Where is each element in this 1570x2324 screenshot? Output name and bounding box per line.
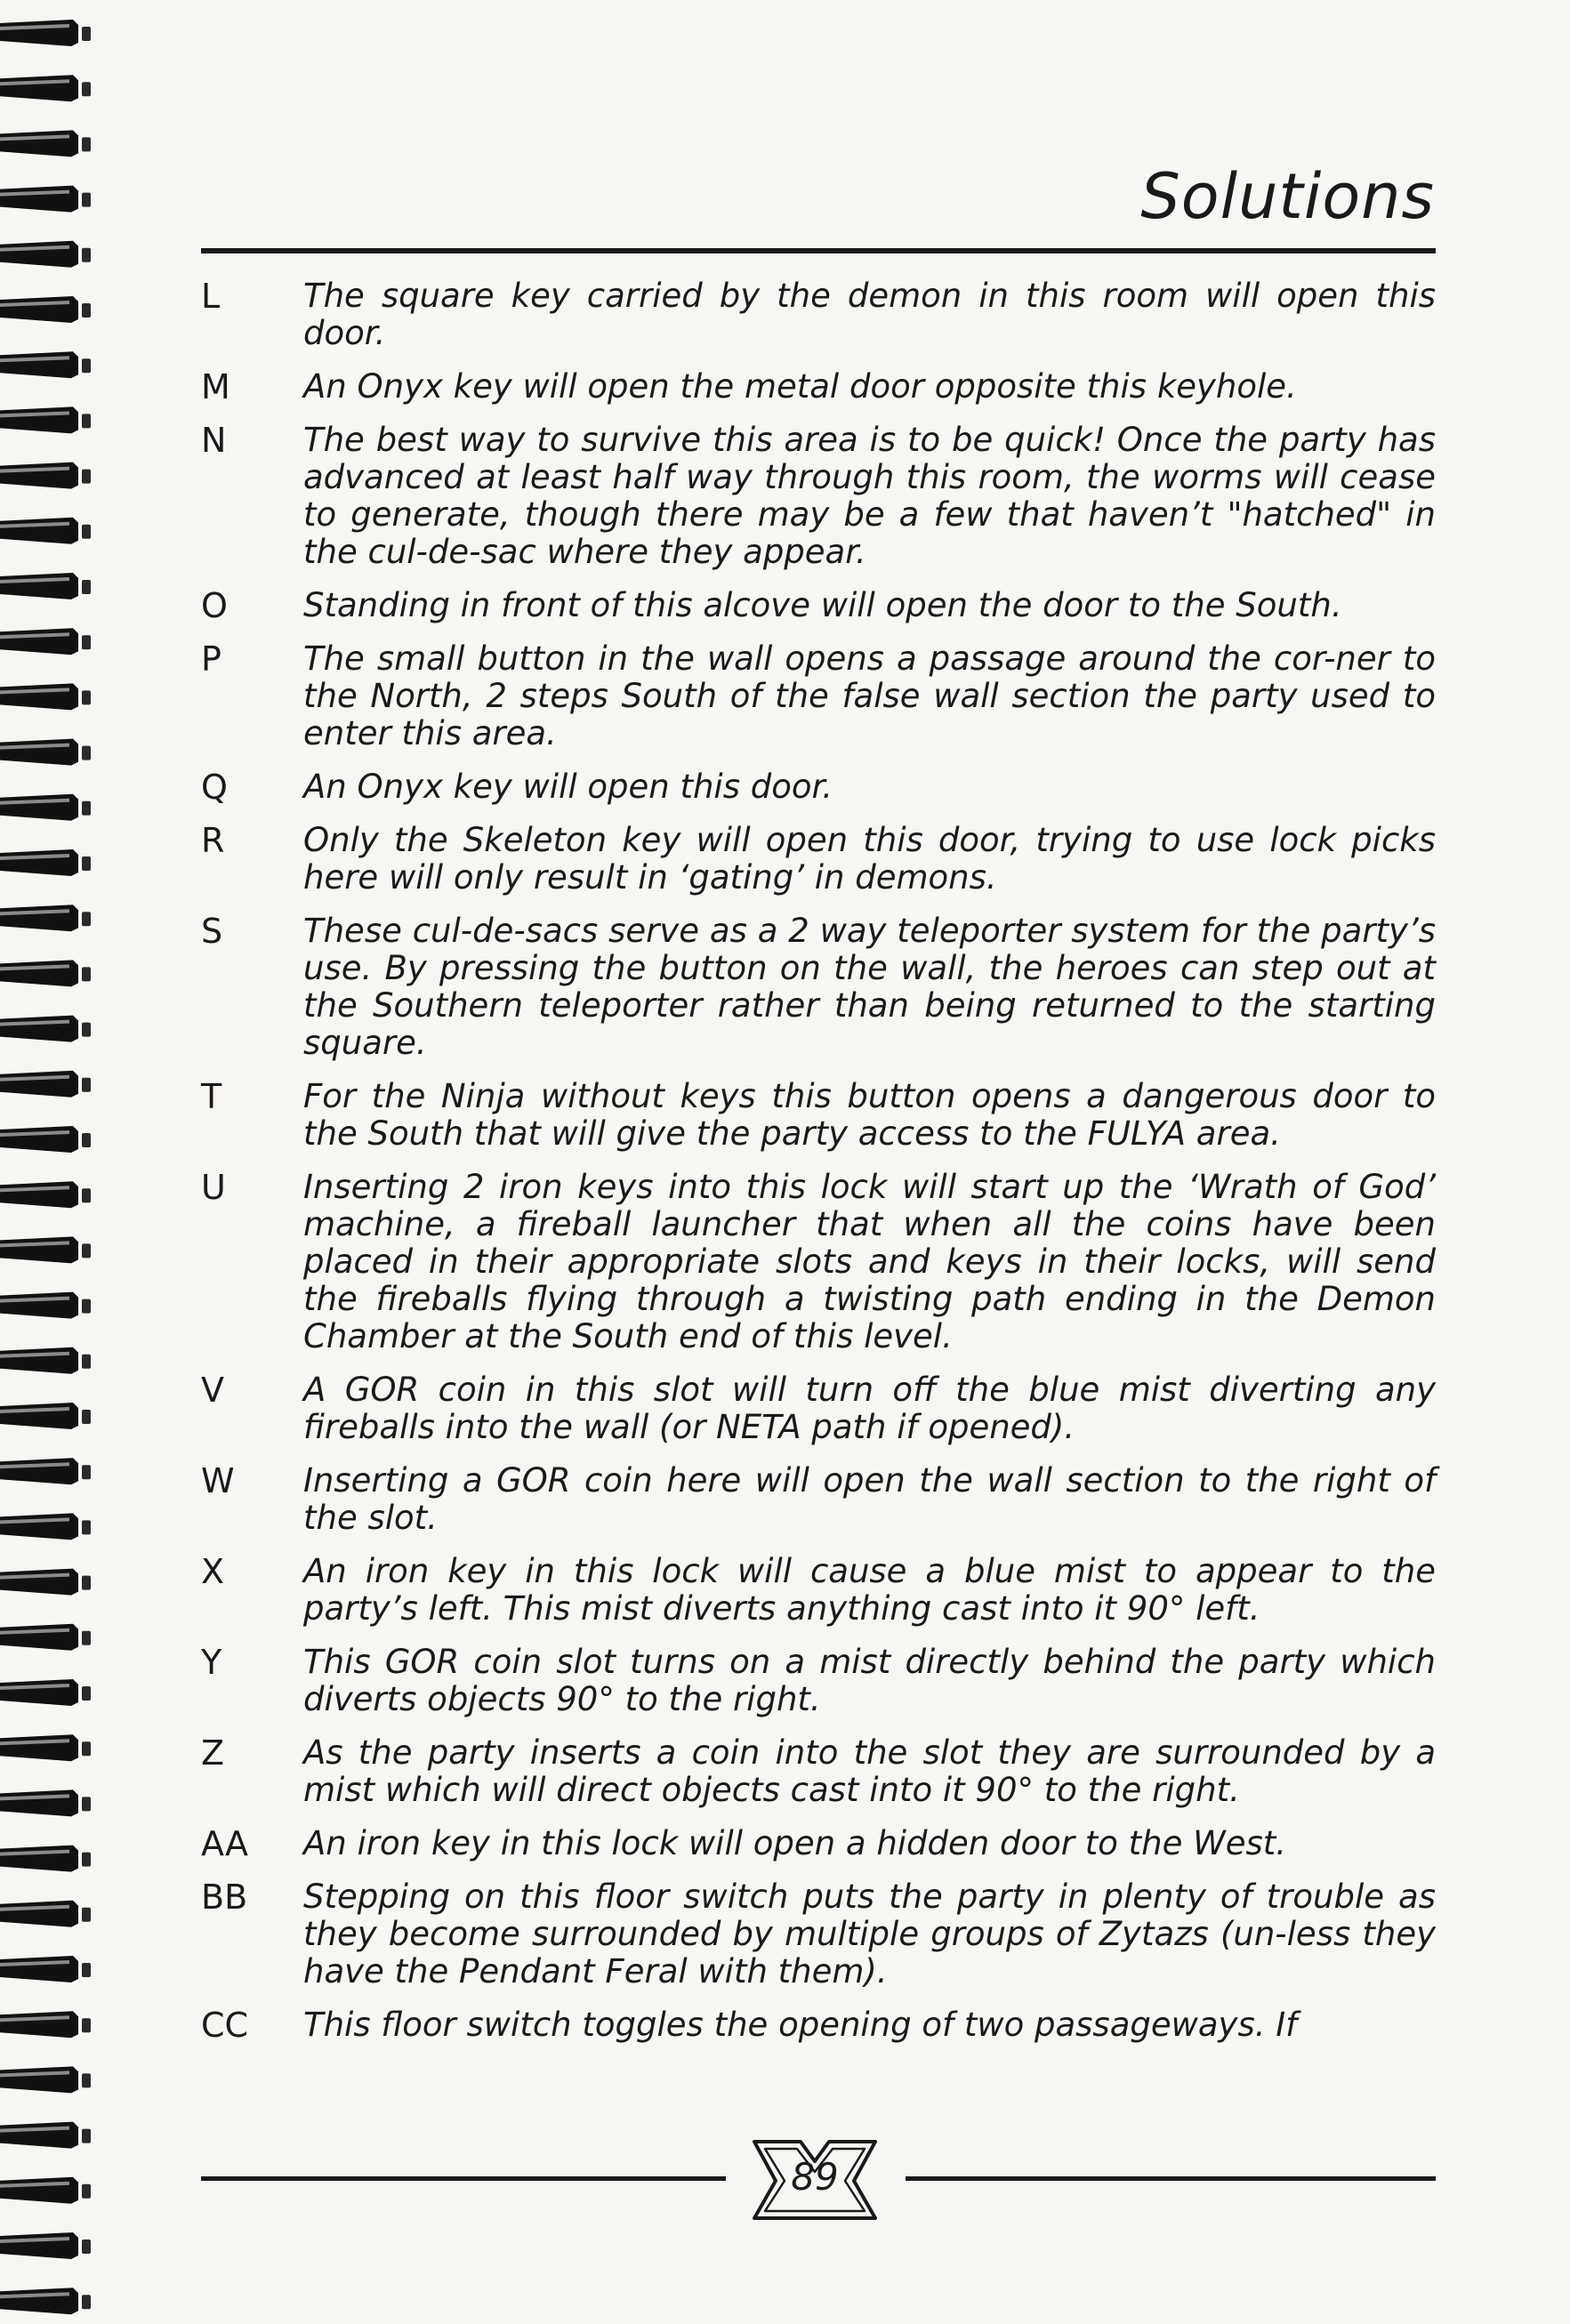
entry-letter: CC [201, 2006, 249, 2045]
entry-text: The best way to survive this area is to be quick! Once the party has advanced at least half way through this room, the worms will cease to generate, though there may be a few that haven’t "hatched" in the cul-de-sac where they appear. [303, 421, 1436, 571]
entry-text: This GOR coin slot turns on a mist directly behind the party which diverts objects 90° to the right. [303, 1643, 1436, 1718]
entry-letter: P [201, 639, 221, 679]
entry-text: As the party inserts a coin into the slot they are surrounded by a mist which will direct objects cast into it 90° to the right. [303, 1733, 1436, 1809]
entry-letter: Y [201, 1643, 222, 1682]
entry-text: The small button in the wall opens a passage around the cor-ner to the North, 2 steps South of the false wall section the party used to enter this area. [303, 639, 1436, 752]
entry-text: The square key carried by the demon in this room will open this door. [303, 277, 1436, 352]
list-item [201, 822, 1436, 897]
entry-letter: BB [201, 1878, 248, 1917]
list-item [201, 368, 1436, 406]
list-item [201, 422, 1436, 571]
list-item [201, 1078, 1436, 1153]
entry-text: An Onyx key will open this door. [303, 768, 833, 806]
entry-letter: L [201, 277, 221, 316]
footer-divider-right [906, 2176, 1436, 2181]
entry-text: These cul-de-sacs serve as a 2 way teleporter system for the party’s use. By pressing the button on the wall, the heroes can step out at the Southern teleporter rather than being returned to the starting square. [303, 912, 1436, 1062]
entry-text: Standing in front of this alcove will open the door to the South. [303, 586, 1342, 624]
spiral-binding [0, 0, 98, 2324]
solutions-list [201, 277, 1436, 2060]
footer-divider-left [201, 2176, 726, 2181]
list-item [201, 768, 1436, 806]
entry-letter: Q [201, 768, 228, 807]
entry-letter: R [201, 821, 225, 860]
entry-letter: M [201, 367, 230, 406]
list-item [201, 1371, 1436, 1446]
entry-text: Inserting 2 iron keys into this lock will start up the ‘Wrath of God’ machine, a fireball launcher that when all the coins have been placed in their appropriate slots and keys in their locks, will send the fireballs flying through a twisting path ending in the Demon Chamber at the South end of this level. [303, 1168, 1436, 1355]
entry-text: Only the Skeleton key will open this door, trying to use lock picks here will only result in ‘gating’ in demons. [303, 821, 1436, 897]
title-divider [201, 248, 1436, 253]
entry-letter: U [201, 1168, 226, 1207]
list-item [201, 1734, 1436, 1809]
entry-text: A GOR coin in this slot will turn off the blue mist diverting any fireballs into the wall (or NETA path if opened). [303, 1371, 1436, 1446]
entry-letter: N [201, 421, 227, 460]
entry-text: An Onyx key will open the metal door opposite this keyhole. [303, 367, 1297, 406]
entry-letter: S [201, 912, 223, 951]
list-item [201, 587, 1436, 624]
list-item [201, 640, 1436, 752]
list-item [201, 913, 1436, 1062]
list-item [201, 277, 1436, 352]
entry-letter: Z [201, 1733, 225, 1773]
entry-letter: O [201, 586, 228, 625]
entry-text: An iron key in this lock will open a hidden door to the West. [303, 1824, 1287, 1862]
list-item [201, 1553, 1436, 1628]
list-item [201, 1169, 1436, 1355]
list-item [201, 2006, 1436, 2044]
entry-text: This floor switch toggles the opening of two passageways. If [303, 2006, 1298, 2044]
entry-letter: V [201, 1371, 224, 1410]
entry-text: Stepping on this floor switch puts the party in plenty of trouble as they become surrounded by multiple groups of Zytazs (un-less they have the Pendant Feral with them). [303, 1878, 1436, 1990]
page-title: Solutions [1140, 160, 1435, 233]
list-item [201, 1644, 1436, 1718]
entry-text: For the Ninja without keys this button opens a dangerous door to the South that will give the party access to the FULYA area. [303, 1077, 1436, 1153]
entry-letter: W [201, 1461, 235, 1500]
page-number: 89 [791, 2155, 839, 2199]
entry-text: An iron key in this lock will cause a blue mist to appear to the party’s left. This mist diverts anything cast into it 90° left. [303, 1552, 1436, 1628]
list-item [201, 1825, 1436, 1862]
entry-letter: AA [201, 1824, 249, 1863]
entry-text: Inserting a GOR coin here will open the wall section to the right of the slot. [303, 1461, 1436, 1537]
entry-letter: X [201, 1552, 225, 1591]
list-item [201, 1462, 1436, 1537]
list-item [201, 1878, 1436, 1990]
entry-letter: T [201, 1077, 222, 1116]
